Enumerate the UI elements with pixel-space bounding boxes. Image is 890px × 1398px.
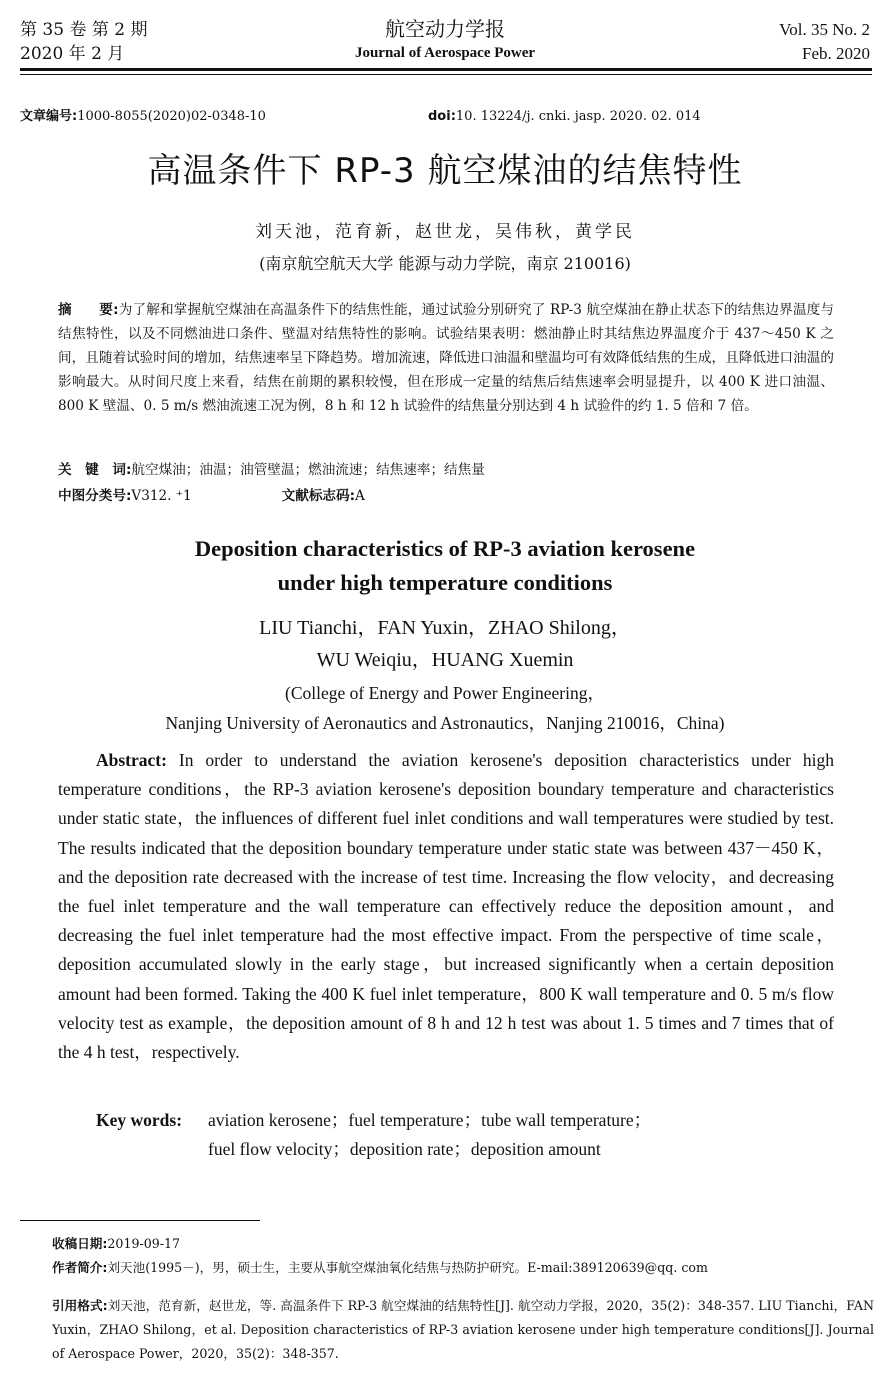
keywords-cn-label: 关 键 词: [58,462,132,478]
abstract-cn-label: 摘 要: [58,302,119,318]
abstract-en [58,746,834,1067]
author-bio-text: 刘天池(1995－)，男，硕士生，主要从事航空煤油氧化结焦与热防护研究。E-mail:389120639@qq. com [107,1260,708,1275]
header-rule-thick [20,68,872,71]
doi-label: doi: [428,109,456,124]
keywords-en [96,1106,856,1164]
date-en: Feb. 2020 [802,44,870,63]
keywords-en-list [208,1106,808,1164]
authors-en [0,612,890,676]
journal-name-cn: 航空动力学报 [385,17,505,41]
received-label: 收稿日期: [52,1236,108,1251]
article-number-value: 1000-8055(2020)02-0348-10 [77,109,266,124]
clc-label: 中图分类号: [58,488,132,504]
abstract-en-text: In order to understand the aviation kerosene's deposition characteristics under high temperature conditions，the RP-3 aviation kerosene's deposition boundary temperature and characteristics under static state，the influences of different fuel inlet conditions and wall temperatures were studied by test. The results indicated that the deposition boundary temperature under static state was between 437－450 K，and the deposition rate decreased with the increase of test time. Increasing the flow velocity，and decreasing the fuel inlet temperature and the wall temperature can effectively reduce the deposition amount，and decreasing the fuel inlet temperature had the most effective impact. From the perspective of time scale，deposition accumulated slowly in the early stage，but increased significantly when a certain deposition amount had been formed. Taking the 400 K fuel inlet temperature，800 K wall temperature and 0. 5 m/s flow velocity test as example，the deposition amount of 8 h and 12 h test was about 1. 5 times and 7 times that of the 4 h test，respectively. [58,750,835,1063]
title-en-line2: under high temperature conditions [277,570,613,595]
journal-name [0,16,890,64]
author-bio-label: 作者简介: [52,1260,108,1275]
doi-value: 10. 13224/j. cnki. jasp. 2020. 02. 014 [455,109,701,124]
clc-value: V312. ⁺1 [131,488,192,504]
title-cn: 高温条件下 RP-3 航空煤油的结焦特性 [147,151,743,191]
citation-text: 刘天池，范育新，赵世龙，等. 高温条件下 RP-3 航空煤油的结焦特性[J]. 航空动力学报，2020，35(2)：348-357. LIU Tianchi，FAN Yuxin，ZHAO Shilong，et al. Deposition characteristics of RP-3 aviation kerosene under high temperature conditions[J]. Journal of Aerospace Power，2020，35(2)：348-357. [52,1298,874,1361]
abstract-cn-text: 为了解和掌握航空煤油在高温条件下的结焦性能，通过试验分别研究了 RP-3 航空煤油在静止状态下的结焦边界温度与结焦特性，以及不同燃油进口条件、壁温对结焦特性的影响。试验结果表明：燃油静止时其结焦边界温度介于 437～450 K 之间，且随着试验时间的增加，结焦速率呈下降趋势。增加流速，降低进口油温和壁温均可有效降低结焦的生成，且降低进口油温的影响最大。从时间尺度上来看，结焦在前期的累积较慢，但在形成一定量的结焦后结焦速率会明显提升，以 400 K 进口油温、800 K 壁温、0. 5 m/s 燃油流速工况为例，8 h 和 12 h 试验件的结焦量分别达到 4 h 试验件的约 1. 5 倍和 7 倍。 [58,302,834,414]
keywords-en-line2: fuel flow velocity；deposition rate；deposition amount [208,1139,601,1160]
abstract-en-label: Abstract: [96,750,167,770]
keywords-en-line1: aviation kerosene；fuel temperature；tube wall temperature； [208,1110,652,1130]
affiliation-en [0,678,890,738]
doc-code-label: 文献标志码: [281,488,356,504]
received-date [52,1232,874,1256]
authors-cn: 刘天池，范育新，赵世龙，吴伟秋，黄学民 [255,222,635,242]
journal-name-en: Journal of Aerospace Power [354,45,536,61]
keywords-cn-text: 航空煤油；油温；油管壁温；燃油流速；结焦速率；结焦量 [131,462,485,478]
author-bio [52,1256,874,1280]
volume-issue-en: Vol. 35 No. 2 [779,20,870,39]
keywords-en-label: Key words: [96,1110,183,1130]
date-cn: 2020 年 2 月 [20,44,125,64]
affiliation-en-line1: (College of Energy and Power Engineering， [285,683,605,703]
header-rule-thin [20,74,872,75]
abstract-cn [58,298,834,418]
affiliation-cn: (南京航空航天大学 能源与动力学院，南京 210016) [259,254,631,273]
received-value: 2019-09-17 [107,1236,181,1251]
authors-en-line2: WU Weiqiu，HUANG Xuemin [316,649,574,671]
affiliation-en-line2: Nanjing University of Aeronautics and Astronautics，Nanjing 210016，China) [165,713,725,733]
citation-label: 引用格式: [52,1298,108,1313]
title-en [0,532,890,600]
authors-en-line1: LIU Tianchi，FAN Yuxin，ZHAO Shilong， [259,617,631,639]
volume-issue-cn: 第 35 卷 第 2 期 [20,20,148,40]
doc-code-value: A [355,488,365,504]
keywords-cn [58,458,834,482]
title-en-line1: Deposition characteristics of RP-3 aviation kerosene [194,536,696,561]
citation [52,1294,874,1366]
doi [428,108,701,126]
article-number [20,108,266,126]
classification [58,484,834,508]
article-number-label: 文章编号: [20,109,78,124]
journal-issue-en [779,18,870,66]
footnote-rule [20,1220,260,1221]
